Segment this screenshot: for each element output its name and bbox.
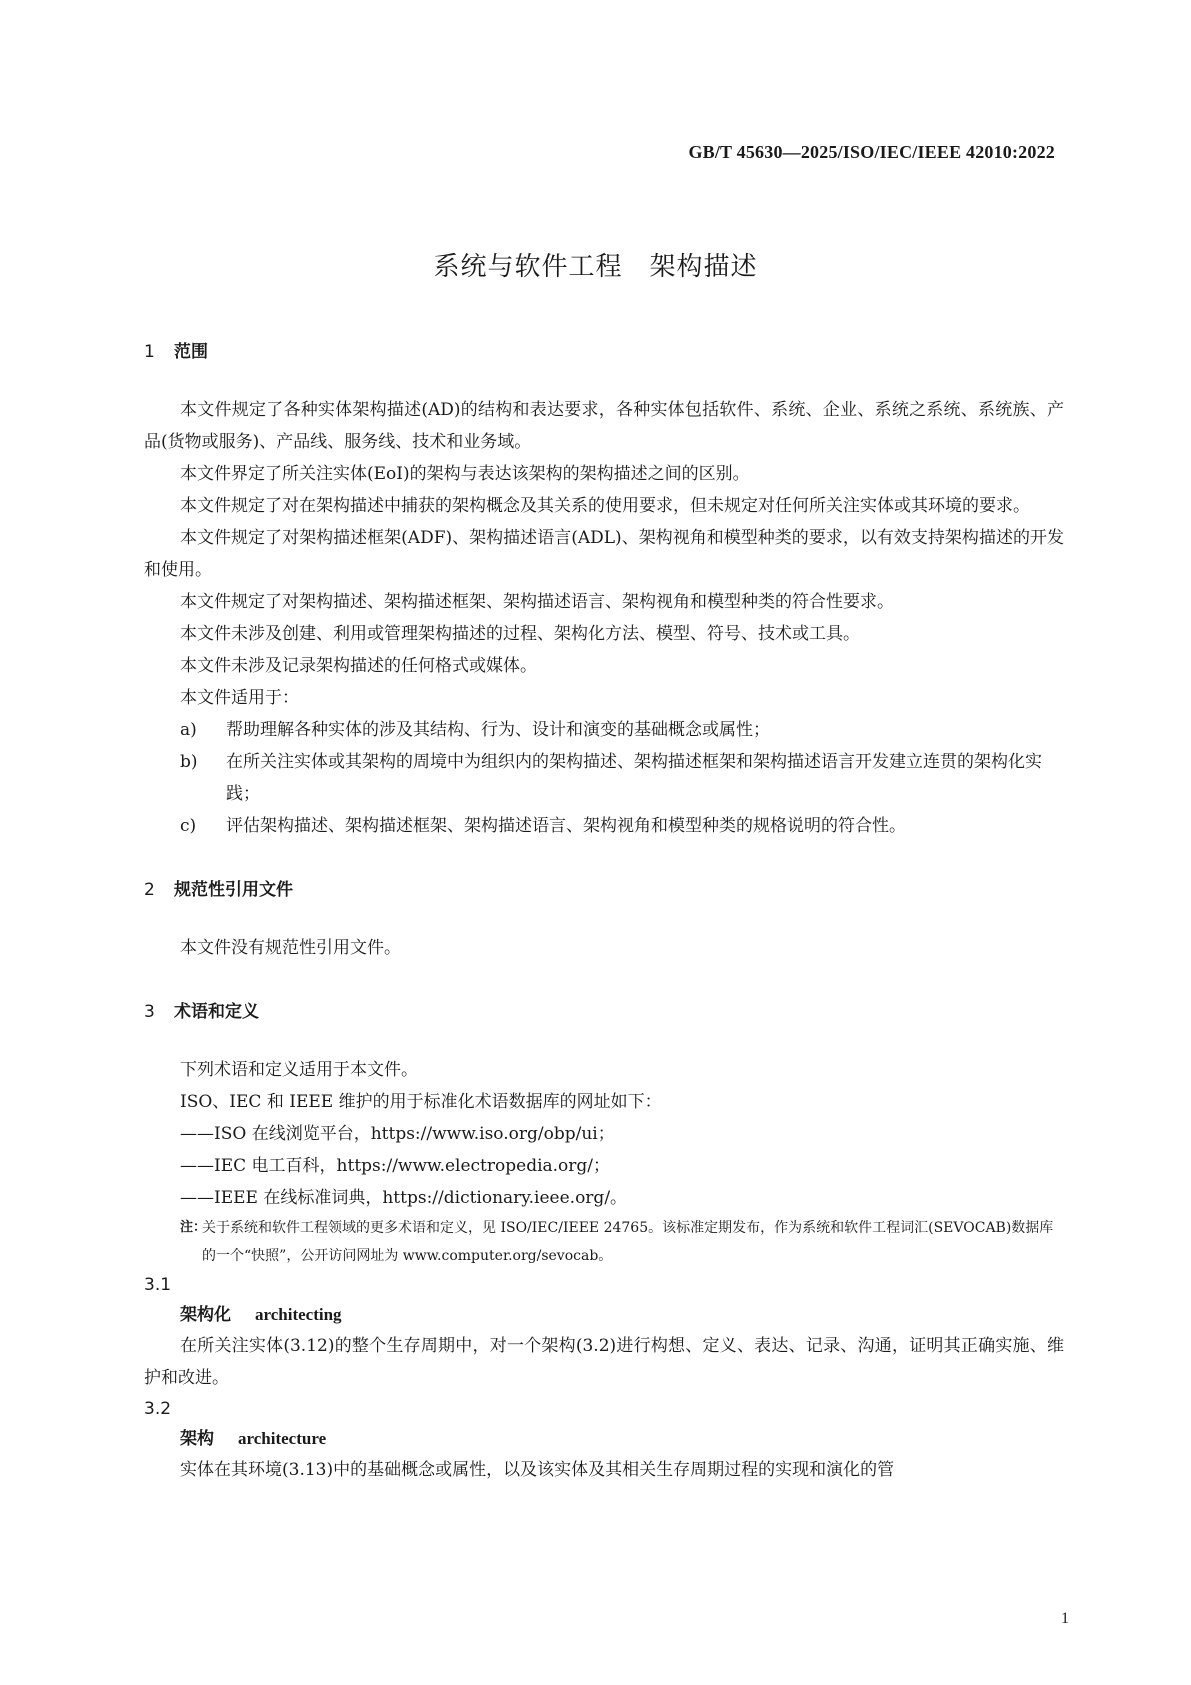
- paragraph: 本文件界定了所关注实体(EoI)的架构与表达该架构的架构描述之间的区别。: [180, 464, 750, 484]
- paragraph: 本文件规定了对在架构描述中捕获的架构概念及其关系的使用要求，但未规定对任何所关注实体或其环境的要求。: [180, 496, 1030, 516]
- section-number: 1: [144, 342, 155, 362]
- section-3-heading: [144, 1000, 1064, 1024]
- section-title: 范围: [174, 342, 208, 362]
- paragraph: 本文件规定了各种实体架构描述(AD)的结构和表达要求，各种实体包括软件、系统、企业、系统之系统、系统族、产品(货物或服务)、产品线、服务线、技术和业务域。: [144, 400, 1064, 452]
- list-text: 在所关注实体或其架构的周境中为组织内的架构描述、架构描述框架和架构描述语言开发建立连贯的架构化实践；: [226, 752, 1042, 804]
- paragraph: 本文件未涉及创建、利用或管理架构描述的过程、架构化方法、模型、符号、技术或工具。: [180, 624, 860, 644]
- paragraph: 本文件未涉及记录架构描述的任何格式或媒体。: [180, 656, 537, 676]
- term-number: 3.1: [144, 1275, 172, 1295]
- list-marker: b): [180, 752, 198, 772]
- paragraph: 本文件规定了对架构描述框架(ADF)、架构描述语言(ADL)、架构视角和模型种类的要求，以有效支持架构描述的开发和使用。: [144, 528, 1064, 580]
- term-entry: [144, 1300, 1064, 1330]
- term-number: 3.2: [144, 1399, 172, 1419]
- section-number: 3: [144, 1002, 155, 1022]
- term-en: architecture: [238, 1429, 327, 1448]
- document-body: [144, 340, 1064, 1486]
- list-marker: c): [180, 816, 197, 836]
- document-title: 系统与软件工程 架构描述: [433, 252, 758, 282]
- term-entry: [144, 1424, 1064, 1454]
- paragraph: 本文件适用于：: [180, 688, 299, 708]
- standard-code: GB/T 45630—2025/ISO/IEC/IEEE 42010:2022: [688, 142, 1055, 162]
- section-1-heading: [144, 340, 1064, 364]
- section-title: 规范性引用文件: [174, 880, 293, 900]
- reference-link-ieee: ——IEEE 在线标准词典，https://dictionary.ieee.org/。: [180, 1188, 628, 1208]
- list-item: [144, 746, 1064, 810]
- paragraph: 本文件规定了对架构描述、架构描述框架、架构描述语言、架构视角和模型种类的符合性要求。: [180, 592, 894, 612]
- list-text: 帮助理解各种实体的涉及其结构、行为、设计和演变的基础概念或属性；: [226, 720, 770, 740]
- term-definition: 在所关注实体(3.12)的整个生存周期中，对一个架构(3.2)进行构想、定义、表达、记录、沟通，证明其正确实施、维护和改进。: [144, 1336, 1064, 1388]
- page-number: 1: [1061, 1610, 1069, 1627]
- section-number: 2: [144, 880, 155, 900]
- section-2-heading: [144, 878, 1064, 902]
- paragraph: 下列术语和定义适用于本文件。: [180, 1060, 418, 1080]
- section-title: 术语和定义: [174, 1002, 259, 1022]
- term-en: architecting: [255, 1305, 342, 1324]
- reference-link-iso: ——ISO 在线浏览平台，https://www.iso.org/obp/ui；: [180, 1124, 615, 1144]
- term-definition: 实体在其环境(3.13)中的基础概念或属性，以及该实体及其相关生存周期过程的实现和演化的管: [180, 1460, 895, 1480]
- paragraph: ISO、IEC 和 IEEE 维护的用于标准化术语数据库的网址如下：: [180, 1092, 662, 1112]
- list-item: [144, 810, 1064, 842]
- list-item: [144, 714, 1064, 746]
- reference-link-iec: ——IEC 电工百科，https://www.electropedia.org/；: [180, 1156, 611, 1176]
- paragraph: 本文件没有规范性引用文件。: [180, 938, 401, 958]
- list-marker: a): [180, 720, 197, 740]
- note-label: 注：: [180, 1220, 207, 1235]
- note: [144, 1214, 1064, 1270]
- list-text: 评估架构描述、架构描述框架、架构描述语言、架构视角和模型种类的规格说明的符合性。: [226, 816, 906, 836]
- term-zh: 架构: [180, 1429, 214, 1449]
- note-text: 关于系统和软件工程领域的更多术语和定义，见 ISO/IEC/IEEE 24765。该标准定期发布，作为系统和软件工程词汇(SEVOCAB)数据库的一个“快照”，公开访问网址为 www.computer.org/sevocab。: [202, 1220, 1054, 1264]
- term-zh: 架构化: [180, 1305, 231, 1325]
